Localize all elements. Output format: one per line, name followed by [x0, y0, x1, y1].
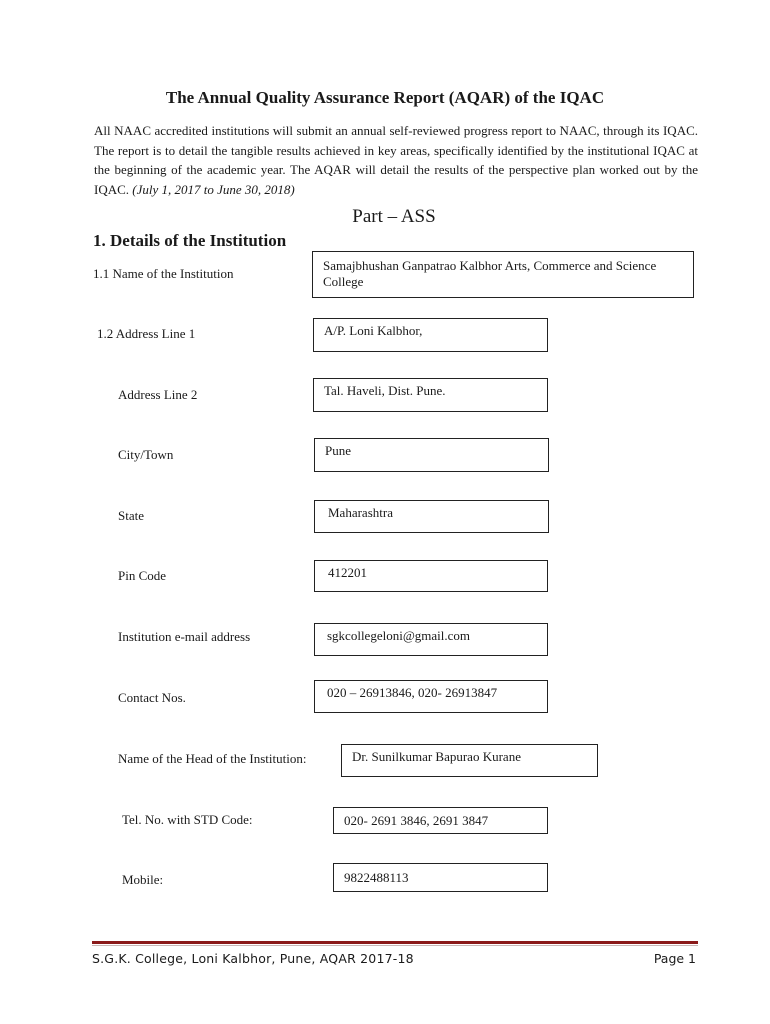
footer-text: S.G.K. College, Loni Kalbhor, Pune, AQAR 2017-18: [92, 951, 414, 966]
pin-code-field[interactable]: 412201: [314, 560, 548, 592]
address-line1-field[interactable]: A/P. Loni Kalbhor,: [313, 318, 548, 352]
state-field[interactable]: Maharashtra: [314, 500, 549, 533]
institution-name-label: 1.1 Name of the Institution: [93, 266, 234, 281]
email-label: Institution e-mail address: [118, 629, 251, 644]
document-title: The Annual Quality Assurance Report (AQAR) of the IQAC: [165, 88, 605, 107]
intro-paragraph: [94, 121, 698, 199]
head-field[interactable]: Dr. Sunilkumar Bapurao Kurane: [341, 744, 598, 777]
footer-rule: [92, 941, 698, 944]
intro-period: (July 1, 2017 to June 30, 2018): [132, 181, 295, 197]
institution-name-field[interactable]: Samajbhushan Ganpatrao Kalbhor Arts, Commerce and Science College: [312, 251, 694, 298]
intro-text: All NAAC accredited institutions will submit an annual self-reviewed progress report to NAAC, through its IQAC. The report is to detail the tangible results achieved in key areas, specifically identified by the institutional IQAC at the beginning of the academic year. The AQAR will detail the results of the perspective plan worked out by the IQAC.: [94, 123, 698, 197]
contact-label: Contact Nos.: [118, 690, 186, 705]
address-line2-label: Address Line 2: [118, 387, 198, 402]
part-heading: Part – ASS: [352, 206, 436, 227]
email-field[interactable]: sgkcollegeloni@gmail.com: [314, 623, 548, 656]
tel-label: Tel. No. with STD Code:: [122, 812, 253, 827]
address-line2-field[interactable]: Tal. Haveli, Dist. Pune.: [313, 378, 548, 412]
city-field[interactable]: Pune: [314, 438, 549, 472]
tel-field[interactable]: 020- 2691 3846, 2691 3847: [333, 807, 548, 834]
section-heading: 1. Details of the Institution: [93, 231, 287, 250]
page-number: Page 1: [653, 951, 696, 966]
contact-field[interactable]: 020 – 26913846, 020- 26913847: [314, 680, 548, 713]
mobile-field[interactable]: 9822488113: [333, 863, 548, 892]
pin-code-label: Pin Code: [118, 568, 167, 583]
city-label: City/Town: [118, 447, 174, 462]
address-line1-label: 1.2 Address Line 1: [97, 326, 196, 341]
head-label: Name of the Head of the Institution:: [118, 751, 307, 766]
state-label: State: [118, 508, 144, 523]
footer-rule-shadow: [92, 945, 698, 946]
mobile-label: Mobile:: [122, 872, 164, 887]
